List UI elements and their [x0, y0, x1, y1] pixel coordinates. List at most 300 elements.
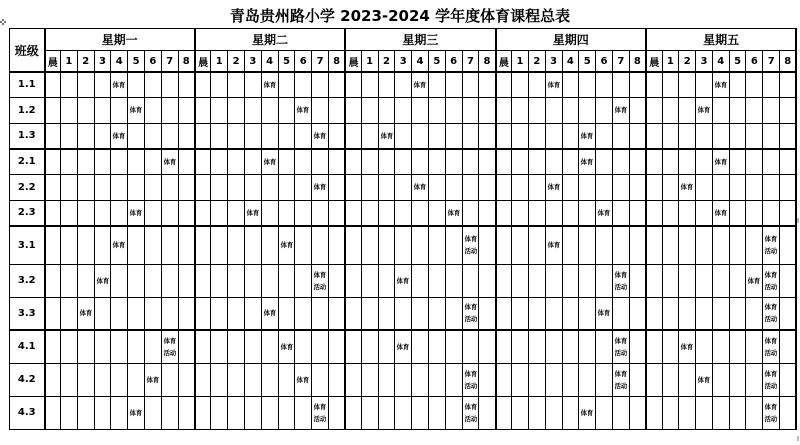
schedule-cell: [312, 297, 329, 330]
period-header: 晨: [345, 51, 361, 73]
schedule-cell: [462, 97, 479, 123]
schedule-cell: [528, 123, 545, 149]
period-header: 3: [244, 51, 261, 73]
schedule-cell: [696, 330, 713, 363]
schedule-cell: [244, 330, 261, 363]
activity-label: 活动: [464, 381, 477, 390]
schedule-cell: [77, 200, 94, 226]
schedule-cell: [178, 264, 195, 297]
schedule-cell: [679, 174, 696, 200]
pe-class-label: 体育: [680, 183, 694, 191]
pe-class-label: 体育: [764, 270, 778, 279]
schedule-cell: [111, 264, 128, 297]
schedule-cell: [696, 123, 713, 149]
schedule-cell: [144, 149, 161, 174]
schedule-cell: [412, 226, 429, 264]
schedule-cell: [261, 396, 278, 429]
schedule-cell: [629, 149, 646, 174]
period-header: 1: [61, 51, 78, 73]
schedule-cell: [596, 97, 613, 123]
schedule-cell: [161, 330, 178, 363]
schedule-cell: [528, 226, 545, 264]
schedule-cell: [696, 200, 713, 226]
schedule-cell: [161, 72, 178, 97]
schedule-cell: [629, 123, 646, 149]
schedule-cell: [278, 123, 295, 149]
schedule-cell: [462, 330, 479, 363]
class-name-cell: 1.1: [10, 72, 45, 97]
schedule-cell: [512, 174, 529, 200]
schedule-cell: [579, 149, 596, 174]
schedule-cell: [746, 264, 763, 297]
schedule-cell: [94, 226, 111, 264]
schedule-cell: [195, 396, 211, 429]
schedule-cell: [596, 200, 613, 226]
schedule-cell: [780, 226, 797, 264]
period-header: 7: [161, 51, 178, 73]
schedule-cell: [712, 264, 729, 297]
schedule-cell: [679, 149, 696, 174]
schedule-cell: [111, 297, 128, 330]
schedule-cell: [361, 149, 378, 174]
schedule-cell: [77, 97, 94, 123]
schedule-cell: [312, 123, 329, 149]
pe-class-label: 体育: [163, 337, 176, 345]
schedule-cell: [496, 174, 512, 200]
pe-class-label: 体育: [764, 369, 778, 378]
schedule-cell: [579, 264, 596, 297]
schedule-cell: [378, 149, 395, 174]
schedule-cell: [378, 264, 395, 297]
pe-class-label: 体育: [79, 309, 92, 317]
pe-class-label: 体育: [96, 276, 109, 285]
schedule-cell: [244, 363, 261, 396]
schedule-cell: [746, 72, 763, 97]
schedule-cell: [295, 72, 312, 97]
pe-class-label: 体育: [547, 183, 560, 191]
schedule-cell: [228, 174, 245, 200]
schedule-cell: [144, 264, 161, 297]
schedule-cell: [596, 174, 613, 200]
schedule-cell: [545, 149, 562, 174]
schedule-cell: [579, 72, 596, 97]
schedule-cell: [428, 396, 445, 429]
activity-label: 活动: [313, 282, 327, 291]
activity-label: 活动: [614, 282, 628, 291]
schedule-cell: [395, 363, 412, 396]
period-header: 3: [94, 51, 111, 73]
day-header: 星期三: [345, 29, 495, 51]
schedule-cell: [596, 72, 613, 97]
schedule-cell: [445, 363, 462, 396]
schedule-cell: [579, 396, 596, 429]
pe-class-label: 体育: [614, 337, 628, 345]
schedule-cell: [562, 123, 579, 149]
pe-class-label: 体育: [464, 303, 477, 311]
schedule-cell: [128, 97, 145, 123]
schedule-cell: [261, 97, 278, 123]
schedule-cell: [378, 174, 395, 200]
schedule-cell: [679, 97, 696, 123]
schedule-cell: [528, 72, 545, 97]
schedule-cell: [780, 149, 797, 174]
schedule-cell: [412, 97, 429, 123]
schedule-cell: [378, 123, 395, 149]
schedule-cell: [111, 200, 128, 226]
schedule-cell: [161, 396, 178, 429]
schedule-cell: [161, 264, 178, 297]
schedule-cell: [128, 123, 145, 149]
schedule-cell: [763, 149, 780, 174]
schedule-cell: [729, 396, 746, 429]
schedule-cell: [395, 97, 412, 123]
schedule-cell: [144, 226, 161, 264]
schedule-cell: [94, 174, 111, 200]
schedule-cell: [345, 72, 361, 97]
activity-label: 活动: [764, 247, 778, 255]
schedule-cell: [545, 123, 562, 149]
schedule-cell: [395, 226, 412, 264]
schedule-cell: [61, 200, 78, 226]
period-header: 4: [562, 51, 579, 73]
schedule-cell: [746, 396, 763, 429]
schedule-cell: [679, 297, 696, 330]
schedule-cell: [496, 123, 512, 149]
pe-class-label: 体育: [547, 241, 560, 249]
schedule-cell: [428, 330, 445, 363]
schedule-cell: [328, 123, 345, 149]
schedule-cell: [562, 330, 579, 363]
pe-class-label: 体育: [396, 343, 410, 351]
schedule-cell: [646, 200, 662, 226]
schedule-cell: [312, 72, 329, 97]
schedule-cell: [128, 174, 145, 200]
schedule-cell: [679, 330, 696, 363]
schedule-cell: [496, 264, 512, 297]
pe-class-label: 体育: [112, 81, 126, 89]
schedule-cell: [579, 330, 596, 363]
schedule-cell: [412, 123, 429, 149]
schedule-cell: [479, 226, 496, 264]
schedule-cell: [412, 297, 429, 330]
schedule-cell: [496, 72, 512, 97]
pe-class-label: 体育: [112, 241, 126, 249]
period-header: 8: [479, 51, 496, 73]
schedule-cell: [144, 396, 161, 429]
page-title: 青岛贵州路小学 2023-2024 学年度体育课程总表: [229, 7, 571, 25]
schedule-cell: [161, 149, 178, 174]
schedule-cell: [462, 297, 479, 330]
schedule-cell: [61, 97, 78, 123]
schedule-cell: [144, 123, 161, 149]
schedule-cell: [763, 97, 780, 123]
schedule-cell: [562, 396, 579, 429]
activity-label: 活动: [764, 349, 778, 357]
table-row: [10, 97, 797, 123]
schedule-cell: [528, 200, 545, 226]
pe-class-label: 体育: [614, 106, 628, 114]
schedule-cell: [77, 174, 94, 200]
schedule-cell: [445, 264, 462, 297]
schedule-cell: [278, 330, 295, 363]
schedule-cell: [128, 330, 145, 363]
pe-class-label: 体育: [129, 408, 143, 417]
schedule-cell: [746, 123, 763, 149]
schedule-cell: [462, 226, 479, 264]
schedule-cell: [662, 72, 679, 97]
schedule-cell: [278, 264, 295, 297]
schedule-cell: [45, 297, 61, 330]
class-name-cell: 4.3: [10, 396, 45, 429]
pe-class-label: 体育: [697, 106, 711, 114]
schedule-cell: [77, 330, 94, 363]
pe-class-label: 体育: [464, 402, 477, 411]
day-header: 星期四: [496, 29, 646, 51]
schedule-cell: [144, 297, 161, 330]
schedule-cell: [729, 97, 746, 123]
schedule-table: [9, 28, 797, 430]
schedule-cell: [94, 330, 111, 363]
schedule-cell: [428, 264, 445, 297]
schedule-cell: [562, 72, 579, 97]
pe-class-label: 体育: [246, 209, 260, 217]
schedule-cell: [178, 72, 195, 97]
schedule-cell: [646, 297, 662, 330]
schedule-cell: [629, 174, 646, 200]
schedule-cell: [295, 149, 312, 174]
schedule-cell: [94, 123, 111, 149]
schedule-cell: [328, 149, 345, 174]
schedule-cell: [244, 264, 261, 297]
schedule-cell: [111, 226, 128, 264]
schedule-cell: [295, 123, 312, 149]
schedule-cell: [312, 149, 329, 174]
schedule-cell: [195, 97, 211, 123]
schedule-cell: [261, 123, 278, 149]
activity-label: 活动: [464, 414, 477, 423]
schedule-cell: [195, 226, 211, 264]
pe-class-label: 体育: [580, 132, 594, 140]
schedule-cell: [295, 174, 312, 200]
schedule-cell: [61, 226, 78, 264]
schedule-cell: [763, 226, 780, 264]
schedule-cell: [228, 297, 245, 330]
schedule-cell: [244, 297, 261, 330]
schedule-cell: [496, 297, 512, 330]
schedule-cell: [412, 72, 429, 97]
schedule-cell: [312, 330, 329, 363]
schedule-cell: [596, 226, 613, 264]
schedule-cell: [45, 264, 61, 297]
schedule-cell: [596, 264, 613, 297]
table-move-handle-icon[interactable]: [0, 19, 7, 26]
schedule-cell: [746, 174, 763, 200]
schedule-cell: [144, 97, 161, 123]
pe-class-label: 体育: [296, 375, 310, 384]
schedule-cell: [195, 264, 211, 297]
period-header: 6: [445, 51, 462, 73]
schedule-cell: [679, 123, 696, 149]
pe-class-label: 体育: [396, 276, 410, 285]
activity-label: 活动: [163, 349, 176, 357]
day-header: 星期二: [195, 29, 345, 51]
schedule-cell: [612, 297, 629, 330]
pe-class-label: 体育: [580, 158, 594, 166]
schedule-cell: [712, 297, 729, 330]
schedule-cell: [729, 363, 746, 396]
schedule-cell: [612, 396, 629, 429]
schedule-cell: [45, 396, 61, 429]
schedule-cell: [746, 226, 763, 264]
schedule-cell: [629, 97, 646, 123]
period-header: 5: [428, 51, 445, 73]
schedule-cell: [462, 72, 479, 97]
pe-class-label: 体育: [129, 209, 143, 217]
schedule-cell: [445, 330, 462, 363]
schedule-cell: [729, 123, 746, 149]
schedule-cell: [244, 200, 261, 226]
schedule-cell: [579, 363, 596, 396]
schedule-cell: [144, 200, 161, 226]
schedule-cell: [345, 123, 361, 149]
table-row: [10, 72, 797, 97]
schedule-cell: [161, 123, 178, 149]
schedule-cell: [780, 123, 797, 149]
schedule-cell: [61, 363, 78, 396]
schedule-cell: [612, 149, 629, 174]
period-header: 8: [780, 51, 797, 73]
pe-class-label: 体育: [280, 343, 293, 351]
schedule-cell: [261, 297, 278, 330]
schedule-cell: [278, 226, 295, 264]
activity-label: 活动: [464, 247, 477, 255]
schedule-cell: [512, 330, 529, 363]
schedule-cell: [746, 297, 763, 330]
schedule-cell: [195, 330, 211, 363]
pe-class-label: 体育: [263, 309, 276, 317]
schedule-cell: [562, 226, 579, 264]
schedule-cell: [428, 363, 445, 396]
schedule-cell: [395, 200, 412, 226]
schedule-cell: [780, 363, 797, 396]
schedule-cell: [462, 200, 479, 226]
schedule-cell: [361, 264, 378, 297]
schedule-cell: [763, 396, 780, 429]
table-row: [10, 264, 797, 297]
schedule-cell: [612, 200, 629, 226]
schedule-cell: [412, 396, 429, 429]
schedule-cell: [512, 226, 529, 264]
class-name-cell: 2.3: [10, 200, 45, 226]
period-header: 7: [763, 51, 780, 73]
table-row: [10, 174, 797, 200]
schedule-cell: [228, 149, 245, 174]
schedule-cell: [77, 297, 94, 330]
pe-class-label: 体育: [280, 241, 293, 249]
pe-class-label: 体育: [313, 402, 327, 411]
schedule-cell: [746, 97, 763, 123]
schedule-cell: [211, 72, 228, 97]
day-header: 星期五: [646, 29, 796, 51]
schedule-cell: [295, 297, 312, 330]
period-header: 5: [128, 51, 145, 73]
schedule-cell: [445, 200, 462, 226]
schedule-cell: [178, 123, 195, 149]
schedule-cell: [562, 174, 579, 200]
activity-label: 活动: [764, 282, 778, 291]
schedule-cell: [111, 123, 128, 149]
schedule-cell: [646, 396, 662, 429]
schedule-cell: [261, 330, 278, 363]
schedule-cell: [646, 226, 662, 264]
schedule-cell: [195, 72, 211, 97]
schedule-cell: [361, 226, 378, 264]
schedule-cell: [445, 174, 462, 200]
period-header: 1: [361, 51, 378, 73]
schedule-cell: [445, 226, 462, 264]
schedule-cell: [646, 264, 662, 297]
schedule-cell: [94, 149, 111, 174]
schedule-cell: [378, 72, 395, 97]
schedule-cell: [361, 297, 378, 330]
class-name-cell: 1.3: [10, 123, 45, 149]
schedule-cell: [328, 264, 345, 297]
schedule-cell: [111, 363, 128, 396]
period-header: 2: [228, 51, 245, 73]
schedule-cell: [161, 174, 178, 200]
pe-class-label: 体育: [313, 132, 327, 140]
schedule-cell: [61, 72, 78, 97]
table-row: [10, 149, 797, 174]
schedule-cell: [345, 200, 361, 226]
schedule-cell: [345, 174, 361, 200]
class-name-cell: 2.2: [10, 174, 45, 200]
pe-class-label: 体育: [714, 158, 728, 166]
schedule-cell: [361, 174, 378, 200]
pe-class-label: 体育: [764, 235, 778, 243]
schedule-cell: [195, 297, 211, 330]
period-header: 1: [512, 51, 529, 73]
schedule-cell: [646, 123, 662, 149]
schedule-cell: [696, 226, 713, 264]
schedule-cell: [479, 200, 496, 226]
schedule-cell: [345, 149, 361, 174]
schedule-cell: [295, 264, 312, 297]
schedule-cell: [278, 200, 295, 226]
schedule-cell: [612, 72, 629, 97]
schedule-cell: [629, 72, 646, 97]
activity-label: 活动: [764, 315, 778, 323]
schedule-cell: [211, 200, 228, 226]
schedule-cell: [312, 363, 329, 396]
schedule-cell: [228, 97, 245, 123]
schedule-cell: [144, 330, 161, 363]
day-header: 星期一: [45, 29, 195, 51]
schedule-cell: [94, 363, 111, 396]
schedule-cell: [629, 200, 646, 226]
schedule-cell: [712, 72, 729, 97]
schedule-cell: [395, 264, 412, 297]
schedule-cell: [662, 396, 679, 429]
schedule-cell: [696, 264, 713, 297]
schedule-cell: [763, 200, 780, 226]
pe-class-label: 体育: [748, 276, 761, 285]
pe-class-label: 体育: [313, 270, 327, 279]
schedule-cell: [545, 97, 562, 123]
activity-label: 活动: [464, 315, 477, 323]
schedule-cell: [696, 363, 713, 396]
schedule-cell: [228, 396, 245, 429]
